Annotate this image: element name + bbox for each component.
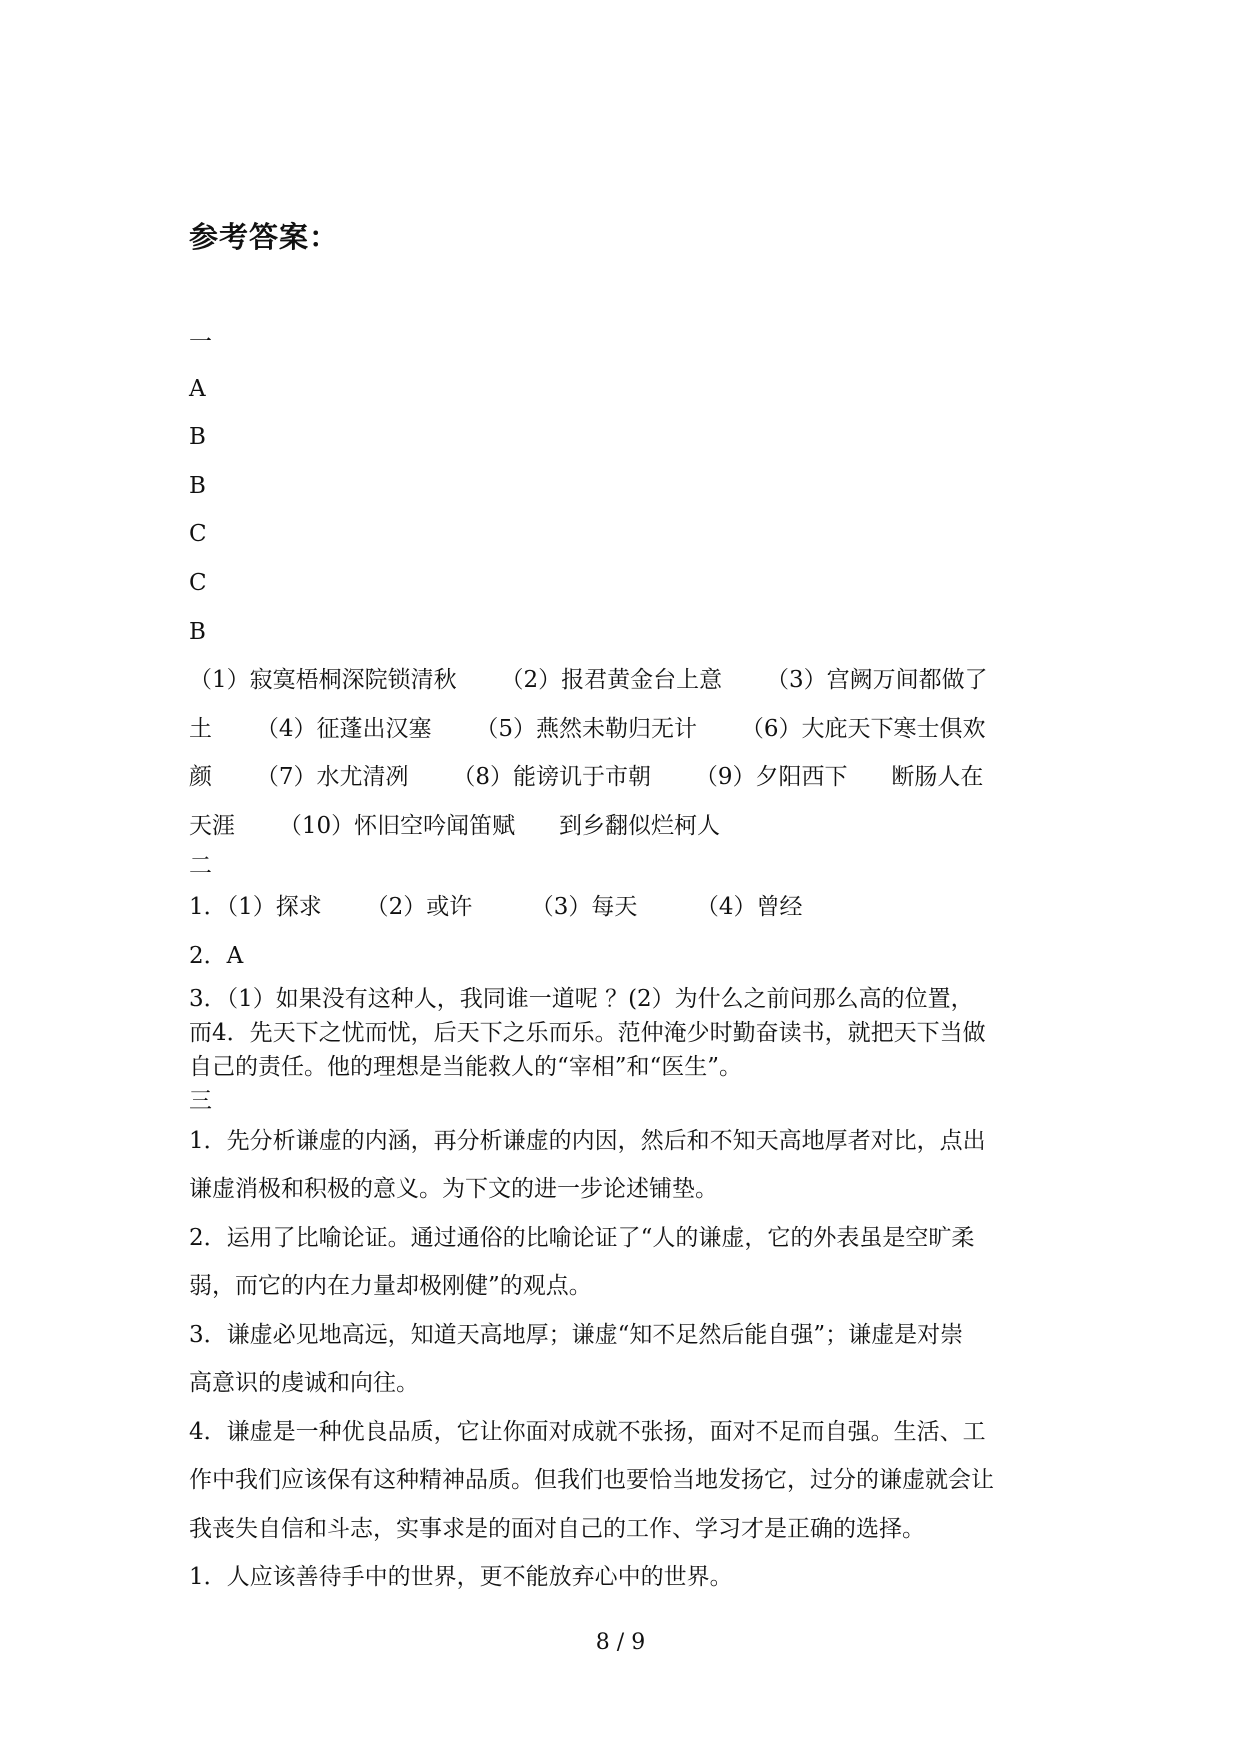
- answer-line: B: [189, 424, 206, 450]
- answer-line: 4．谦虚是一种优良品质，它让你面对成就不张扬，面对不足而自强。生活、工: [189, 1419, 986, 1445]
- page-title: 参考答案：: [189, 220, 340, 254]
- answer-line: 而4．先天下之忧而忧，后天下之乐而乐。范仲淹少时勤奋读书，就把天下当做: [189, 1020, 986, 1046]
- answer-line: 自己的责任。他的理想是当能救人的“宰相”和“医生”。: [189, 1054, 743, 1080]
- section-heading-1: 一: [189, 329, 212, 355]
- answer-line: 我丧失自信和斗志，实事求是的面对自己的工作、学习才是正确的选择。: [189, 1516, 925, 1542]
- answer-line: 3．（1）如果没有这种人，我同谁一道呢 ？(2）为什么之前问那么高的位置，: [189, 986, 974, 1012]
- answer-line: 1．人应该善待手中的世界，更不能放弃心中的世界。: [189, 1564, 733, 1590]
- answer-line: 高意识的虔诚和向往。: [189, 1370, 419, 1396]
- answer-line: 1．先分析谦虚的内涵，再分析谦虚的内因，然后和不知天高地厚者对比，点出: [189, 1128, 986, 1154]
- answer-line: B: [189, 473, 206, 499]
- answer-line: C: [189, 521, 207, 547]
- answer-line: 颜 （7）水尤清冽 （8）能谤讥于市朝 （9）夕阳西下 断肠人在: [189, 764, 984, 790]
- answer-line: 3．谦虚必见地高远，知道天高地厚；谦虚“知不足然后能自强”；谦虚是对崇: [189, 1322, 964, 1348]
- page-number: 8 / 9: [595, 1630, 646, 1655]
- answer-line: C: [189, 570, 207, 596]
- answer-line: 土 （4）征蓬出汉塞 （5）燕然未勒归无计 （6）大庇天下寒士俱欢: [189, 716, 986, 742]
- section-heading-3: 三: [189, 1088, 212, 1114]
- answer-line: （1）寂寞梧桐深院锁清秋 （2）报君黄金台上意 （3）宫阙万间都做了: [189, 667, 988, 693]
- answer-line: 谦虚消极和积极的意义。为下文的进一步论述铺垫。: [189, 1176, 718, 1202]
- answer-line: B: [189, 619, 206, 645]
- answer-line: 2．运用了比喻论证。通过通俗的比喻论证了“人的谦虚，它的外表虽是空旷柔: [189, 1225, 975, 1251]
- answer-line: 1．（1）探求 （2）或许 （3）每天 （4）曾经: [189, 894, 803, 920]
- answer-line: A: [189, 376, 206, 402]
- answer-line: 2．A: [189, 943, 244, 969]
- answer-line: 作中我们应该保有这种精神品质。但我们也要恰当地发扬它，过分的谦虚就会让: [189, 1467, 994, 1493]
- answer-line: 弱，而它的内在力量却极刚健”的观点。: [189, 1273, 592, 1299]
- section-heading-2: 二: [189, 853, 212, 879]
- answer-line: 天涯 （10）怀旧空吟闻笛赋 到乡翻似烂柯人: [189, 813, 720, 839]
